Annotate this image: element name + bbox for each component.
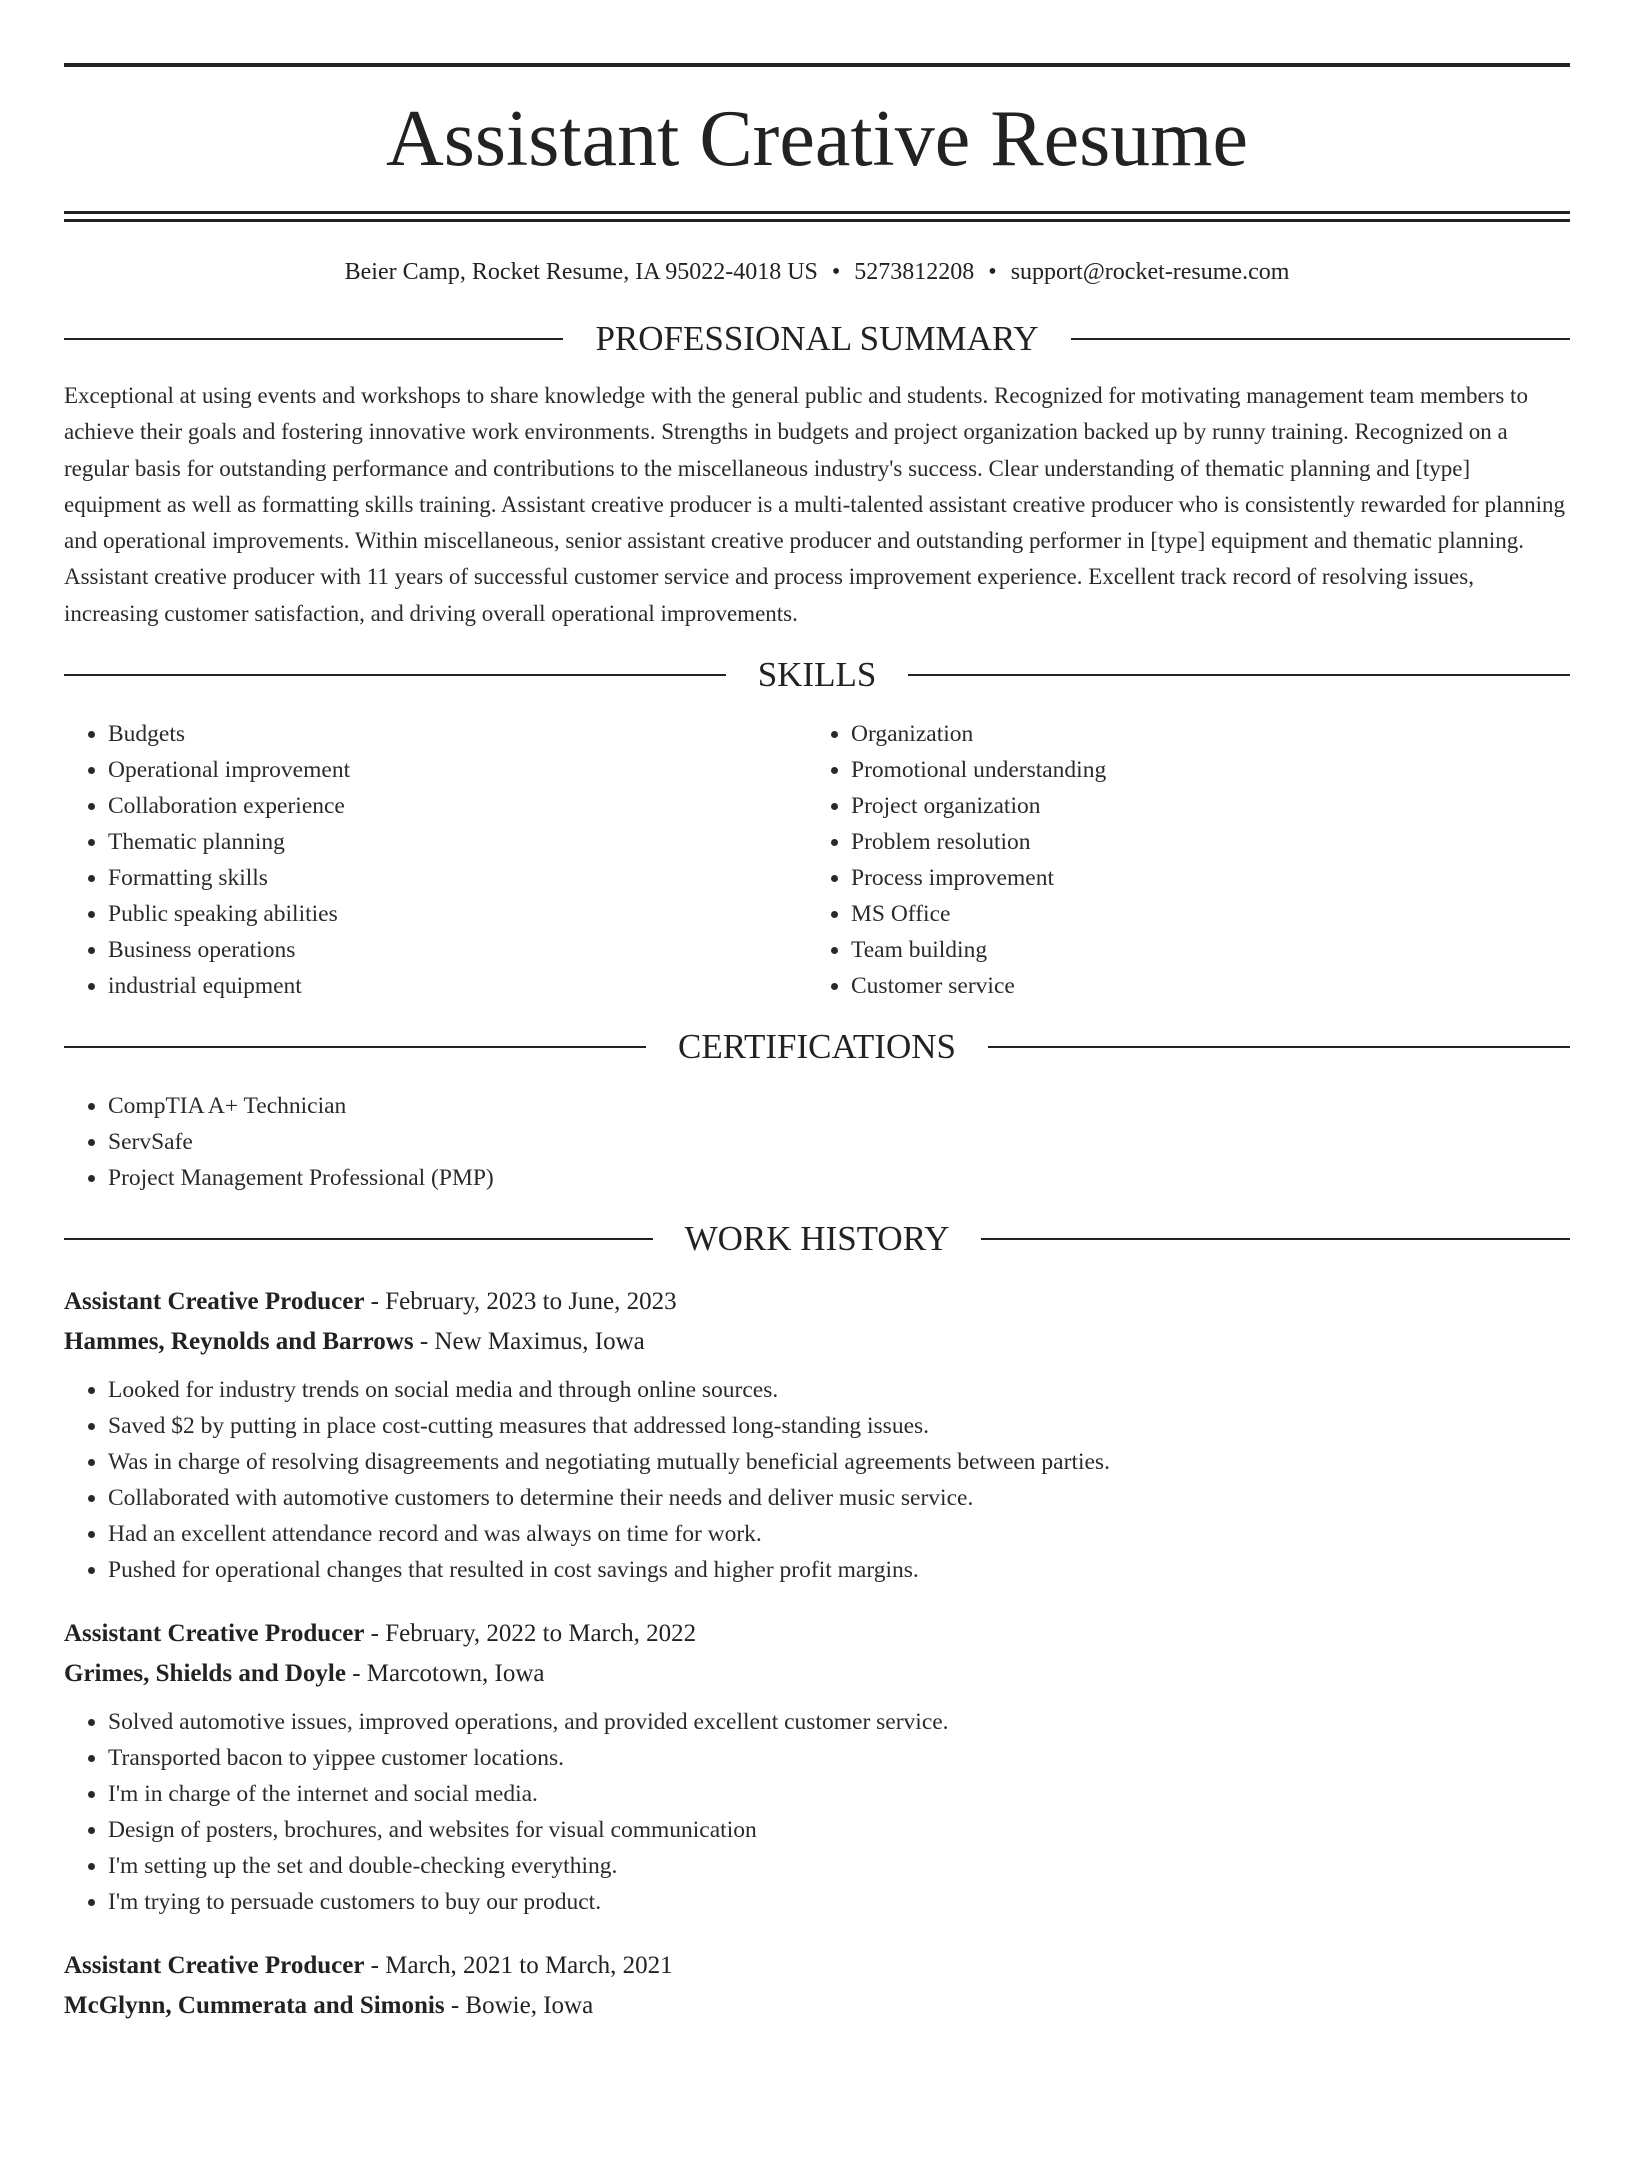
- skill-item: • Collaboration experience: [108, 788, 807, 824]
- skills-column-left: [64, 716, 807, 1004]
- job-bullet: • I'm in charge of the internet and social media.: [108, 1776, 1570, 1812]
- skill-item: • Project organization: [851, 788, 1550, 824]
- job-bullet: • Transported bacon to yippee customer locations.: [108, 1740, 1570, 1776]
- skills-right-list: [807, 716, 1550, 1004]
- certifications-items: [64, 1088, 1570, 1196]
- job-location: - New Maximus, Iowa: [413, 1328, 645, 1356]
- contact-email: support@rocket-resume.com: [1010, 259, 1290, 285]
- certification-item: • ServSafe: [108, 1124, 1570, 1160]
- skill-item: • Operational improvement: [108, 752, 807, 788]
- skills-list: [64, 716, 1570, 1004]
- skill-item: • Process improvement: [851, 860, 1550, 896]
- job-bullet: • Collaborated with automotive customers to determine their needs and deliver music service.: [108, 1480, 1570, 1516]
- job-bullet: • I'm trying to persuade customers to buy our product.: [108, 1884, 1570, 1920]
- job-company-line: [64, 1654, 1570, 1694]
- skill-item: • Team building: [851, 932, 1550, 968]
- certification-item: • Project Management Professional (PMP): [108, 1160, 1570, 1196]
- job-title-line: [64, 1282, 1570, 1322]
- skill-item: • Public speaking abilities: [108, 896, 807, 932]
- job-company-line: [64, 1986, 1570, 2026]
- certifications-section-header: [64, 1026, 1570, 1068]
- job-dates: - February, 2022 to March, 2022: [364, 1620, 697, 1648]
- header-rule: [988, 1046, 1570, 1048]
- top-rule: [64, 63, 1570, 67]
- work-section-header: [64, 1218, 1570, 1260]
- certifications-list: [64, 1088, 1570, 1196]
- job-company: McGlynn, Cummerata and Simonis: [64, 1992, 445, 2020]
- job-company: Hammes, Reynolds and Barrows: [64, 1328, 414, 1356]
- certifications-heading: CERTIFICATIONS: [678, 1027, 956, 1067]
- job-title: Assistant Creative Producer: [64, 1288, 365, 1316]
- job-company: Grimes, Shields and Doyle: [64, 1660, 346, 1688]
- job-location: - Bowie, Iowa: [444, 1992, 594, 2020]
- title-double-rule: [64, 211, 1570, 222]
- job-bullet: • Had an excellent attendance record and was always on time for work.: [108, 1516, 1570, 1552]
- skills-column-right: [807, 716, 1550, 1004]
- work-heading: WORK HISTORY: [684, 1219, 950, 1259]
- job-entry: [64, 1946, 1570, 2026]
- job-title: Assistant Creative Producer: [64, 1620, 365, 1648]
- job-bullet: • Looked for industry trends on social media and through online sources.: [108, 1372, 1570, 1408]
- resume-page: [64, 63, 1570, 2026]
- job-bullet: • Pushed for operational changes that resulted in cost savings and higher profit margins.: [108, 1552, 1570, 1588]
- skill-item: • Customer service: [851, 968, 1550, 1004]
- summary-heading: PROFESSIONAL SUMMARY: [595, 319, 1039, 358]
- skill-item: • Problem resolution: [851, 824, 1550, 860]
- job-title-line: [64, 1946, 1570, 1986]
- job-dates: - February, 2023 to June, 2023: [364, 1288, 677, 1316]
- skill-item: • Budgets: [108, 716, 807, 752]
- job-company-line: [64, 1322, 1570, 1362]
- skill-item: • Business operations: [108, 932, 807, 968]
- job-dates: - March, 2021 to March, 2021: [364, 1952, 673, 1980]
- certification-item: • CompTIA A+ Technician: [108, 1088, 1570, 1124]
- skill-item: • Organization: [851, 716, 1550, 752]
- job-bullets: [64, 1372, 1570, 1588]
- skills-section-header: [64, 654, 1570, 696]
- job-location: - Marcotown, Iowa: [345, 1660, 545, 1688]
- summary-text: Exceptional at using events and workshops to share knowledge with the general public and students. Recognized for motivating management team members to achieve their goals and fostering innovative work environments. Strengths in budgets and project organization backed up by runny training. Recognized on a regular basis for outstanding performance and contributions to the miscellaneous industry's success. Clear understanding of thematic planning and [type] equipment as well as formatting skills training. Assistant creative producer is a multi-talented assistant creative producer who is consistently rewarded for planning and operational improvements. Within miscellaneous, senior assistant creative producer and outstanding performer in [type] equipment and thematic planning. Assistant creative producer with 11 years of successful customer service and process improvement experience. Excellent track record of resolving issues, increasing customer satisfaction, and driving overall operational improvements.: [64, 383, 1565, 626]
- header-rule: [64, 1046, 646, 1048]
- resume-title: Assistant Creative Resume: [385, 95, 1249, 183]
- header-rule: [64, 338, 563, 340]
- contact-line: [64, 256, 1570, 288]
- header-rule: [1071, 338, 1570, 340]
- header-rule: [981, 1238, 1570, 1240]
- job-bullet: • Solved automotive issues, improved operations, and provided excellent customer service.: [108, 1704, 1570, 1740]
- contact-separator: •: [988, 259, 997, 285]
- skills-left-list: [64, 716, 807, 1004]
- job-bullet: • I'm setting up the set and double-checking everything.: [108, 1848, 1570, 1884]
- job-title: Assistant Creative Producer: [64, 1952, 365, 1980]
- header-rule: [64, 674, 726, 676]
- summary-section-header: [64, 318, 1570, 360]
- job-bullet: • Was in charge of resolving disagreements and negotiating mutually beneficial agreements between parties.: [108, 1444, 1570, 1480]
- skill-item: • Formatting skills: [108, 860, 807, 896]
- skill-item: • Promotional understanding: [851, 752, 1550, 788]
- contact-address: Beier Camp, Rocket Resume, IA 95022-4018 US: [344, 259, 818, 285]
- job-entry: [64, 1614, 1570, 1920]
- job-bullets: [64, 1704, 1570, 1920]
- skill-item: • Thematic planning: [108, 824, 807, 860]
- contact-separator: •: [831, 259, 841, 285]
- skill-item: • MS Office: [851, 896, 1550, 932]
- job-title-line: [64, 1614, 1570, 1654]
- skill-item: • industrial equipment: [108, 968, 807, 1004]
- skills-heading: SKILLS: [757, 655, 877, 695]
- job-bullet: • Design of posters, brochures, and websites for visual communication: [108, 1812, 1570, 1848]
- work-history: [64, 1282, 1570, 2026]
- header-rule: [908, 674, 1570, 676]
- header-rule: [64, 1238, 653, 1240]
- job-bullet: • Saved $2 by putting in place cost-cutting measures that addressed long-standing issues.: [108, 1408, 1570, 1444]
- contact-phone: 5273812208: [854, 259, 975, 285]
- job-entry: [64, 1282, 1570, 1588]
